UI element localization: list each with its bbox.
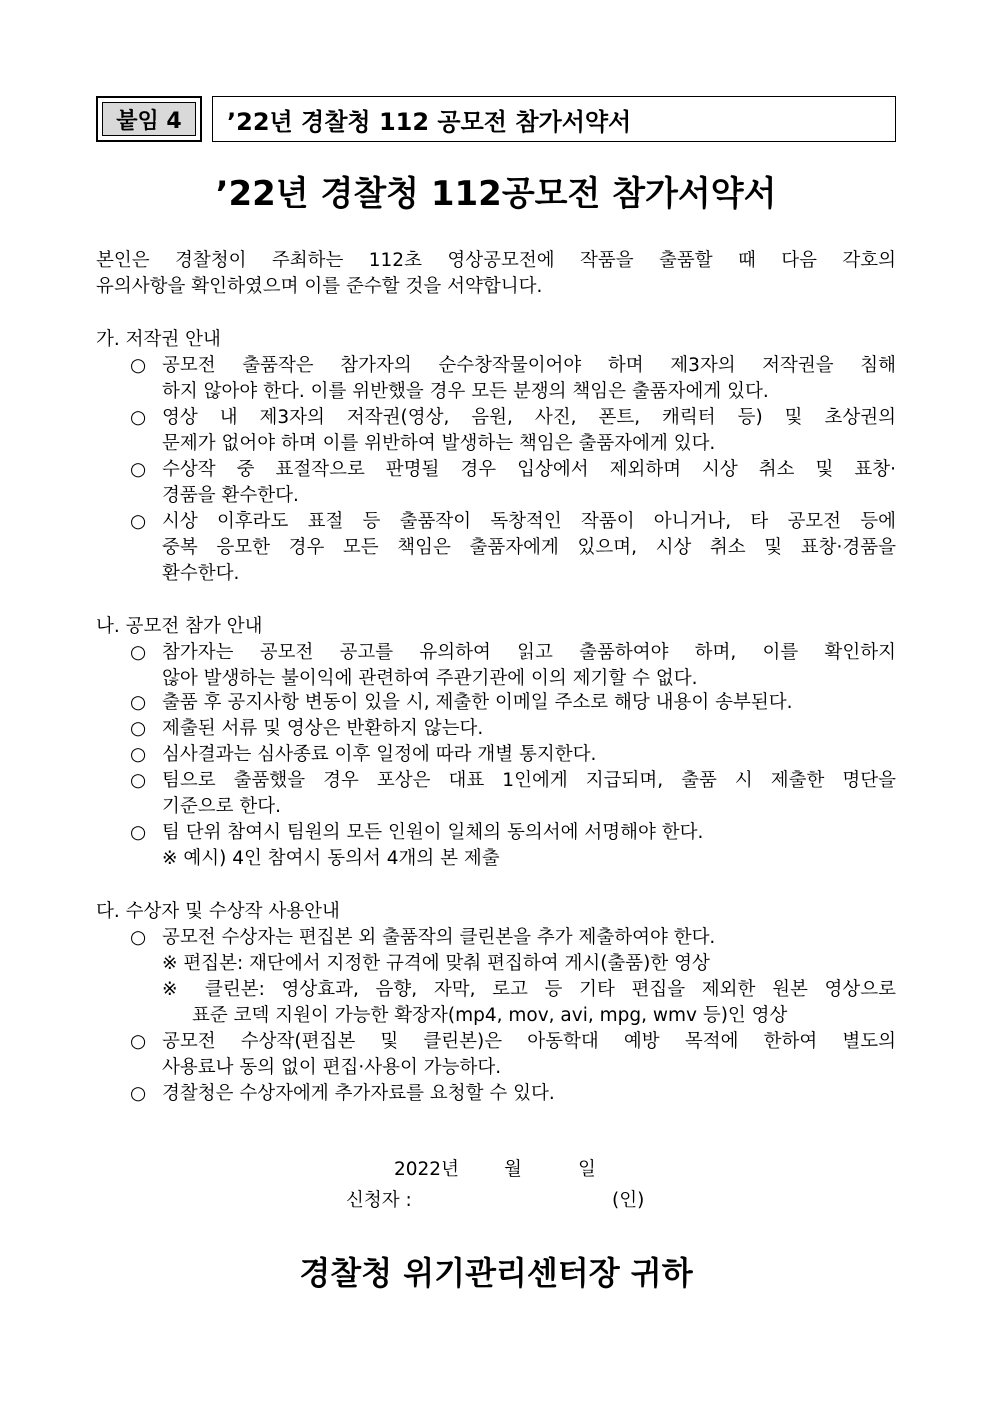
section-heading-copyright: 가. 저작권 안내 <box>96 329 221 350</box>
bullet-icon: ○ <box>130 511 147 532</box>
date-year: 2022년 <box>394 1159 459 1180</box>
bullet-icon: ○ <box>130 407 147 428</box>
attachment-title: ’22년 경찰청 112 공모전 참가서약서 <box>212 96 896 142</box>
list-item <box>130 716 896 742</box>
note-line <box>162 846 500 872</box>
page-title: ’22년 경찰청 112공모전 참가서약서 <box>215 174 777 214</box>
intro-line-2: 유의사항을 확인하였으며 이를 준수할 것을 서약합니다. <box>96 276 543 297</box>
recipient-line: 경찰청 위기관리센터장 귀하 <box>299 1254 693 1292</box>
bullet-icon: ○ <box>130 822 147 843</box>
item-line: 경품을 환수한다. <box>162 485 299 506</box>
bullet-icon: ○ <box>130 770 147 791</box>
item-line: 심사결과는 심사종료 이후 일정에 따라 개별 통지한다. <box>162 744 597 765</box>
list-item <box>130 925 896 951</box>
section-heading-award-usage: 다. 수상자 및 수상작 사용안내 <box>96 901 340 922</box>
item-line: 영상 내 제3자의 저작권(영상, 음원, 사진, 폰트, 캐릭터 등) 및 초상권의 <box>162 407 896 428</box>
list-item <box>130 690 896 716</box>
attachment-tag-box <box>96 96 202 142</box>
bullet-icon: ○ <box>130 1083 147 1104</box>
bullet-icon: ○ <box>130 692 147 713</box>
attachment-header <box>96 96 896 142</box>
list-item <box>130 742 896 768</box>
item-line: 수상작 중 표절작으로 판명될 경우 입상에서 제외하며 시상 취소 및 표창· <box>162 459 896 480</box>
item-line: 공모전 수상작(편집본 및 클린본)은 아동학대 예방 목적에 한하여 별도의 <box>162 1031 896 1052</box>
list-item <box>130 820 896 846</box>
list-item <box>130 640 896 692</box>
item-line: 팀으로 출품했을 경우 포상은 대표 1인에게 지급되며, 출품 시 제출한 명단을 <box>162 770 896 791</box>
item-line: 공모전 수상자는 편집본 외 출품작의 클린본을 추가 제출하여야 한다. <box>162 927 716 948</box>
list-item <box>130 1029 896 1081</box>
list-item <box>130 457 896 509</box>
note-text: 클린본: 영상효과, 음향, 자막, 로고 등 기타 편집을 제외한 원본 영상으로 <box>204 979 896 1000</box>
item-line: 참가자는 공모전 공고를 유의하여 읽고 출품하여야 하며, 이를 확인하지 <box>162 642 896 663</box>
item-line: 않아 발생하는 불이익에 관련하여 주관기관에 이의 제기할 수 없다. <box>162 668 698 689</box>
item-line: 사용료나 동의 없이 편집·사용이 가능하다. <box>162 1057 502 1078</box>
list-item <box>130 405 896 457</box>
intro-line-1: 본인은 경찰청이 주최하는 112초 영상공모전에 작품을 출품할 때 다음 각호의 <box>96 250 896 271</box>
item-line: 제출된 서류 및 영상은 반환하지 않는다. <box>162 718 484 739</box>
date-line <box>0 1155 992 1183</box>
bullet-icon: ○ <box>130 355 147 376</box>
note-text: 표준 코덱 지원이 가능한 확장자(mp4, mov, avi, mpg, wmv 등)인 영상 <box>192 1005 788 1026</box>
bullet-icon: ○ <box>130 744 147 765</box>
intro-paragraph <box>96 248 896 300</box>
note-line <box>162 977 896 1003</box>
list-item <box>130 509 896 587</box>
item-line: 출품 후 공지사항 변동이 있을 시, 제출한 이메일 주소로 해당 내용이 송부된다. <box>162 692 793 713</box>
item-line: 환수한다. <box>162 563 240 584</box>
bullet-icon: ○ <box>130 1031 147 1052</box>
note-icon: ※ <box>162 848 178 869</box>
note-icon: ※ <box>162 979 189 1000</box>
signature-line <box>0 1186 992 1214</box>
list-item <box>130 1081 896 1107</box>
list-item <box>130 353 896 405</box>
bullet-icon: ○ <box>130 718 147 739</box>
bullet-icon: ○ <box>130 927 147 948</box>
item-line: 기준으로 한다. <box>162 796 281 817</box>
attachment-tag: 붙임 4 <box>102 102 196 136</box>
bullet-icon: ○ <box>130 459 147 480</box>
applicant-label: 신청자 : <box>346 1190 412 1211</box>
item-line: 하지 않아야 한다. 이를 위반했을 경우 모든 분쟁의 책임은 출품자에게 있다. <box>162 381 769 402</box>
date-month: 월 <box>504 1159 522 1180</box>
item-line: 중복 응모한 경우 모든 책임은 출품자에게 있으며, 시상 취소 및 표창·경품을 <box>162 537 896 558</box>
note-text: 편집본: 재단에서 지정한 규격에 맞춰 편집하여 게시(출품)한 영상 <box>183 953 710 974</box>
item-line: 경찰청은 수상자에게 추가자료를 요청할 수 있다. <box>162 1083 555 1104</box>
item-line: 팀 단위 참여시 팀원의 모든 인원이 일체의 동의서에 서명해야 한다. <box>162 822 704 843</box>
item-line: 문제가 없어야 하며 이를 위반하여 발생하는 책임은 출품자에게 있다. <box>162 433 716 454</box>
list-item <box>130 768 896 820</box>
note-line <box>192 1003 787 1029</box>
note-line <box>162 951 710 977</box>
section-heading-participation: 나. 공모전 참가 안내 <box>96 616 263 637</box>
item-line: 시상 이후라도 표절 등 출품작이 독창적인 작품이 아니거나, 타 공모전 등에 <box>162 511 896 532</box>
note-text: 예시) 4인 참여시 동의서 4개의 본 제출 <box>183 848 500 869</box>
date-day: 일 <box>578 1159 596 1180</box>
note-icon: ※ <box>162 953 178 974</box>
bullet-icon: ○ <box>130 642 147 663</box>
seal-mark: (인) <box>612 1190 645 1211</box>
item-line: 공모전 출품작은 참가자의 순수창작물이어야 하며 제3자의 저작권을 침해 <box>162 355 896 376</box>
